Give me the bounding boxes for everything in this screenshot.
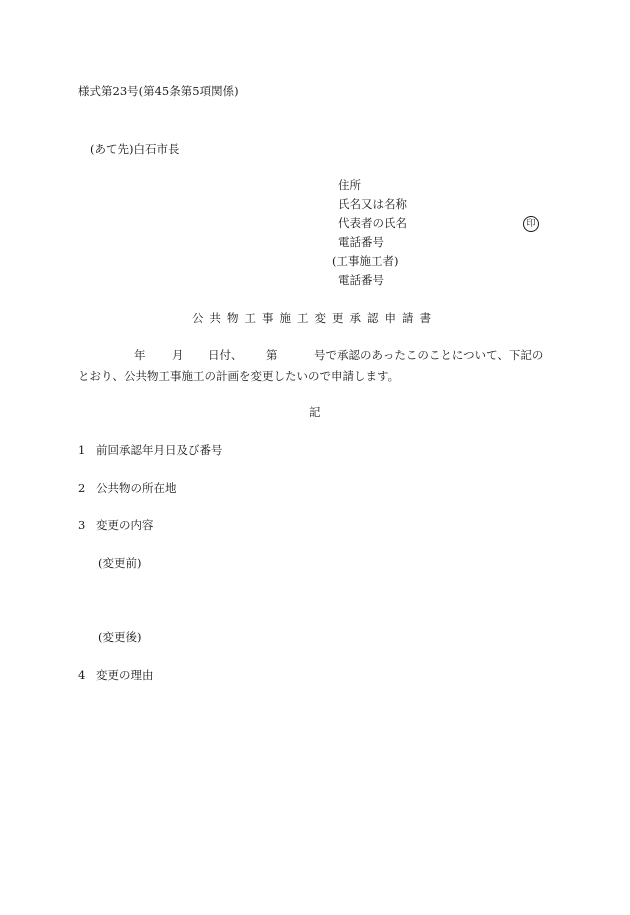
body-month: 月 [172, 348, 184, 362]
addressee: (あて先)白石市長 [90, 142, 180, 156]
applicant-phone-label: 電話番号 [338, 235, 384, 249]
contractor-phone-label: 電話番号 [338, 273, 384, 287]
form-number: 様式第23号(第45条第5項関係) [78, 84, 239, 98]
item-1-num: 1 [78, 443, 86, 457]
item-2-num: 2 [78, 481, 86, 495]
after-change-label: (変更後) [98, 630, 142, 644]
item-2-label: 公共物の所在地 [96, 481, 177, 495]
contractor-label: (工事施工者) [332, 254, 399, 268]
applicant-name-label: 氏名又は名称 [338, 197, 407, 211]
body-line2: とおり、公共物工事施工の計画を変更したいので申請します。 [78, 369, 400, 383]
item-4-num: 4 [78, 668, 86, 682]
item-3-label: 変更の内容 [96, 518, 154, 532]
representative-name-label: 代表者の氏名 [338, 216, 407, 230]
body-year: 年 [134, 348, 146, 362]
body-number-prefix: 第 [266, 348, 278, 362]
item-4-label: 変更の理由 [96, 668, 154, 682]
body-line1-rest: 号で承認のあったこのことについて、下記の [314, 348, 544, 362]
item-3-num: 3 [78, 518, 86, 532]
applicant-address-label: 住所 [338, 178, 361, 192]
seal-mark: 印 [523, 216, 539, 232]
ki-heading: 記 [309, 405, 321, 419]
body-day: 日付、 [208, 348, 243, 362]
before-change-label: (変更前) [98, 556, 142, 570]
document-title: 公共物工事施工変更承認申請書 [192, 311, 437, 325]
item-1-label: 前回承認年月日及び番号 [96, 443, 223, 457]
